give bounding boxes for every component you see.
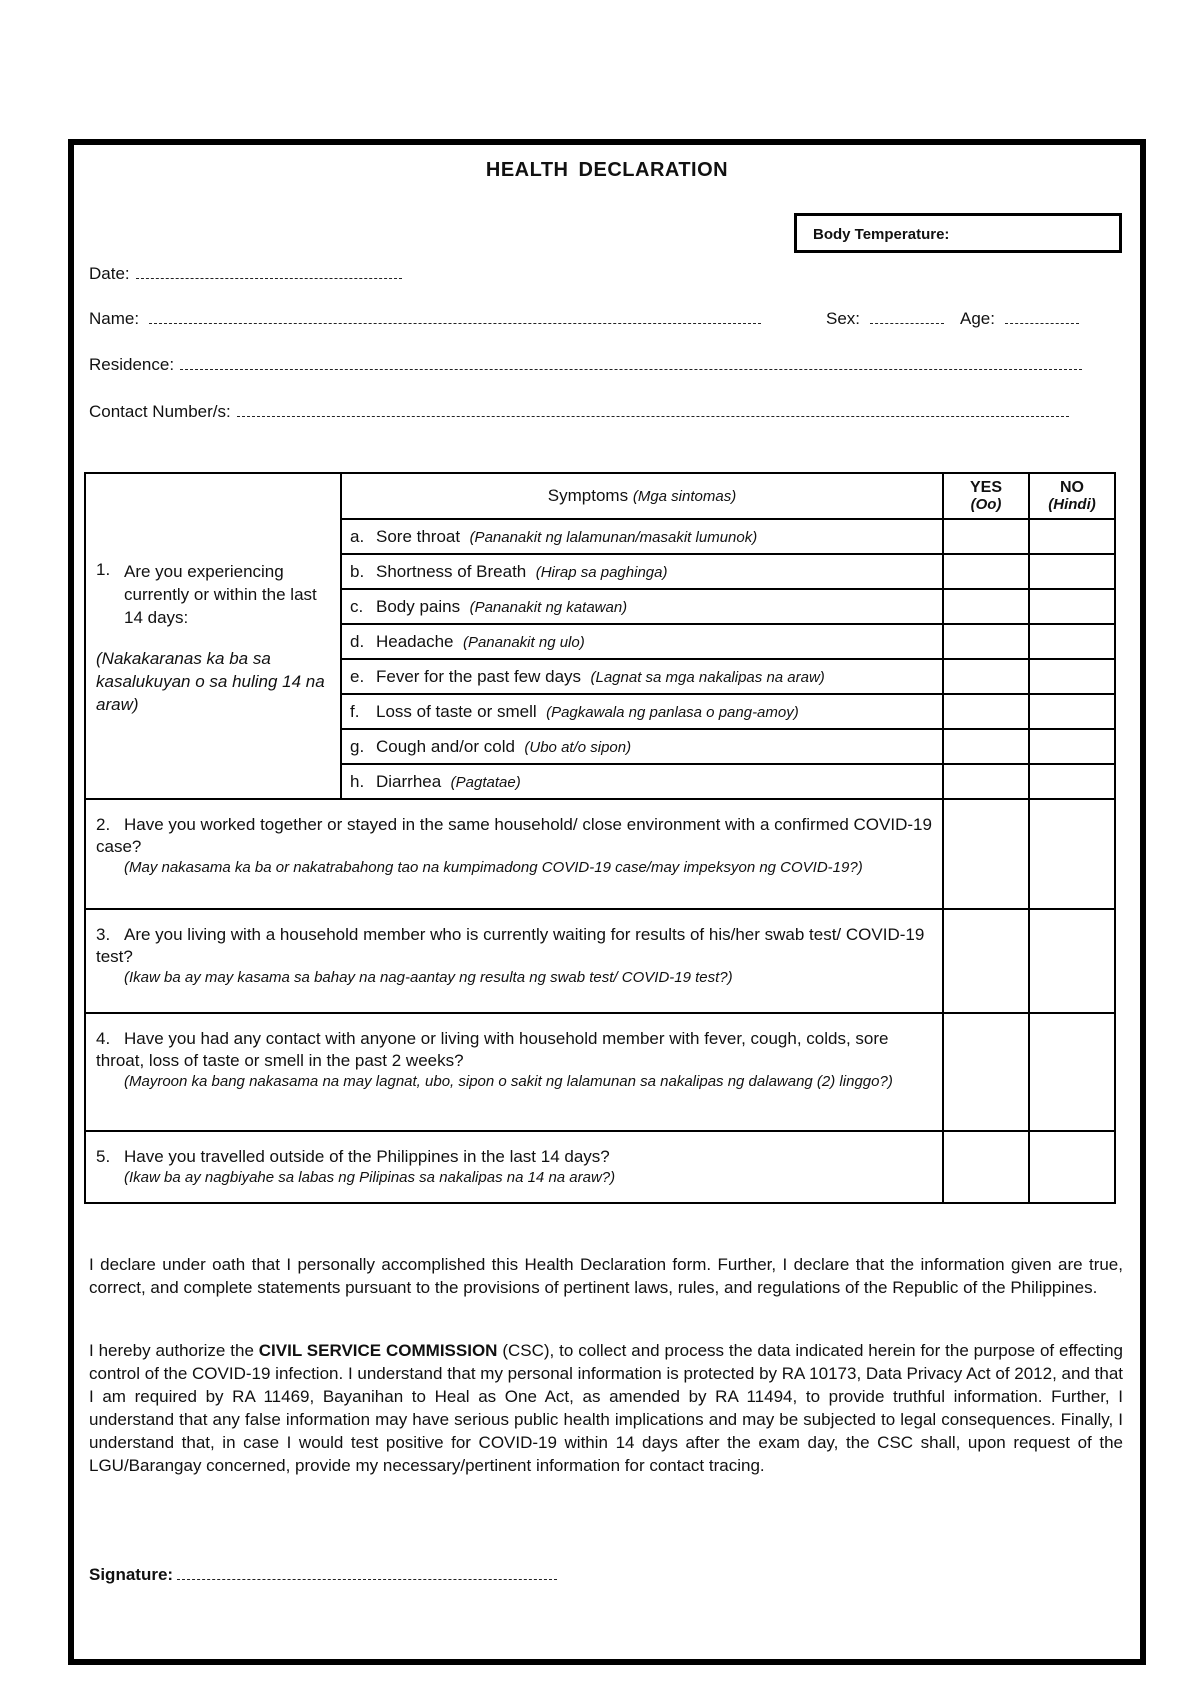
symptom-letter: h. bbox=[350, 771, 365, 791]
residence-input-line[interactable] bbox=[180, 355, 1082, 370]
sex-input-line[interactable] bbox=[870, 309, 944, 324]
question-4-text: Have you had any contact with anyone or living with household member with fever, cough, colds, sore throat, loss of taste or smell in the past 2 weeks? bbox=[96, 1029, 889, 1070]
no-label-tl: (Hindi) bbox=[1048, 496, 1096, 513]
symptoms-header bbox=[341, 473, 943, 519]
symptom-e bbox=[341, 659, 943, 694]
sex-field[interactable] bbox=[826, 309, 944, 329]
symptom-b bbox=[341, 554, 943, 589]
question-4-cell bbox=[85, 1013, 943, 1131]
question-5-yes-checkbox[interactable] bbox=[943, 1131, 1029, 1203]
table-row bbox=[85, 1131, 1115, 1203]
symptom-letter: c. bbox=[350, 596, 364, 616]
authorization-prefix: I hereby authorize the bbox=[89, 1341, 259, 1360]
question-5-cell bbox=[85, 1131, 943, 1203]
question-5-text-tl: (Ikaw ba ay nagbiyahe sa labas ng Pilipinas sa nakalipas na 14 na araw?) bbox=[124, 1169, 616, 1186]
name-label: Name: bbox=[89, 309, 140, 328]
symptom-tl: (Pananakit ng ulo) bbox=[462, 633, 585, 651]
symptom-en: Loss of taste or smell bbox=[376, 701, 537, 721]
symptom-tl: (Pagtatae) bbox=[450, 773, 521, 791]
symptom-letter: g. bbox=[350, 736, 365, 756]
form-title: HEALTH DECLARATION bbox=[485, 159, 729, 181]
contact-field[interactable] bbox=[89, 402, 1069, 422]
question-4-text-tl: (Mayroon ka bang nakasama na may lagnat, ubo, sipon o sakit ng lalamunan sa nakalipas ng dalawang (2) linggo?) bbox=[124, 1073, 893, 1090]
date-label: Date: bbox=[89, 264, 130, 283]
question-2-yes-checkbox[interactable] bbox=[943, 799, 1029, 909]
symptom-h bbox=[341, 764, 943, 799]
table-row bbox=[85, 909, 1115, 1013]
symptom-tl: (Hirap sa paghinga) bbox=[535, 563, 668, 581]
question-4-yes-checkbox[interactable] bbox=[943, 1013, 1029, 1131]
question-number: 5. bbox=[96, 1147, 111, 1166]
symptom-g bbox=[341, 729, 943, 764]
table-row bbox=[85, 799, 1115, 909]
question-1-cell bbox=[85, 473, 341, 799]
symptom-en: Body pains bbox=[376, 596, 461, 616]
symptom-h-yes-checkbox[interactable] bbox=[943, 764, 1029, 799]
symptoms-header-en: Symptoms bbox=[547, 486, 629, 505]
symptom-h-no-checkbox[interactable] bbox=[1029, 764, 1115, 799]
question-5-no-checkbox[interactable] bbox=[1029, 1131, 1115, 1203]
question-number: 4. bbox=[96, 1029, 111, 1048]
yes-label: YES bbox=[969, 479, 1002, 496]
symptom-d-yes-checkbox[interactable] bbox=[943, 624, 1029, 659]
symptom-d bbox=[341, 624, 943, 659]
symptom-letter: b. bbox=[350, 561, 365, 581]
body-temperature-label: Body Temperature: bbox=[813, 226, 950, 243]
residence-label: Residence: bbox=[89, 355, 175, 374]
yes-label-tl: (Oo) bbox=[970, 496, 1002, 513]
symptom-b-no-checkbox[interactable] bbox=[1029, 554, 1115, 589]
symptom-en: Sore throat bbox=[376, 526, 461, 546]
date-field[interactable] bbox=[89, 264, 402, 284]
question-1-text: Are you experiencing currently or within the last 14 days: bbox=[124, 562, 317, 627]
symptom-c bbox=[341, 589, 943, 624]
symptom-a-yes-checkbox[interactable] bbox=[943, 519, 1029, 554]
symptom-tl: (Lagnat sa mga nakalipas na araw) bbox=[590, 668, 825, 686]
symptom-b-yes-checkbox[interactable] bbox=[943, 554, 1029, 589]
symptom-f-no-checkbox[interactable] bbox=[1029, 694, 1115, 729]
declaration-paragraph: I declare under oath that I personally accomplished this Health Declaration form. Further, I declare that the information given are true, correct, and complete statements pursuant to the provisions of pertinent laws, rules, and regulations of the Republic of the Philippines. bbox=[89, 1255, 1123, 1297]
question-3-text: Are you living with a household member who is currently waiting for results of his/her swab test/ COVID-19 test? bbox=[96, 925, 925, 966]
signature-label: Signature: bbox=[89, 1565, 174, 1584]
symptoms-table bbox=[84, 472, 1116, 1204]
body-temperature-field[interactable] bbox=[794, 213, 1122, 253]
signature-field[interactable] bbox=[89, 1565, 557, 1585]
symptom-letter: f. bbox=[350, 701, 360, 721]
symptom-c-yes-checkbox[interactable] bbox=[943, 589, 1029, 624]
name-input-line[interactable] bbox=[149, 309, 761, 324]
symptom-letter: e. bbox=[350, 666, 365, 686]
symptoms-header-tl: (Mga sintomas) bbox=[632, 488, 737, 505]
contact-input-line[interactable] bbox=[237, 402, 1069, 417]
no-label: NO bbox=[1060, 479, 1084, 496]
symptom-f-yes-checkbox[interactable] bbox=[943, 694, 1029, 729]
symptom-en: Cough and/or cold bbox=[376, 736, 515, 756]
no-header bbox=[1029, 473, 1115, 519]
symptom-e-yes-checkbox[interactable] bbox=[943, 659, 1029, 694]
symptom-en: Headache bbox=[376, 631, 454, 651]
age-label: Age: bbox=[960, 309, 995, 328]
symptom-tl: (Ubo at/o sipon) bbox=[524, 738, 632, 756]
symptom-g-yes-checkbox[interactable] bbox=[943, 729, 1029, 764]
symptom-letter: d. bbox=[350, 631, 365, 651]
question-3-no-checkbox[interactable] bbox=[1029, 909, 1115, 1013]
question-3-cell bbox=[85, 909, 943, 1013]
question-2-no-checkbox[interactable] bbox=[1029, 799, 1115, 909]
authorization-org: CIVIL SERVICE COMMISSION bbox=[258, 1341, 498, 1360]
name-field[interactable] bbox=[89, 309, 761, 329]
symptom-letter: a. bbox=[350, 526, 365, 546]
symptom-a bbox=[341, 519, 943, 554]
symptom-en: Fever for the past few days bbox=[376, 666, 582, 686]
contact-label: Contact Number/s: bbox=[89, 402, 231, 421]
question-number: 3. bbox=[96, 925, 111, 944]
table-row bbox=[85, 1013, 1115, 1131]
age-field[interactable] bbox=[960, 309, 1079, 329]
yes-header bbox=[943, 473, 1029, 519]
symptom-d-no-checkbox[interactable] bbox=[1029, 624, 1115, 659]
symptom-en: Diarrhea bbox=[376, 771, 442, 791]
question-3-yes-checkbox[interactable] bbox=[943, 909, 1029, 1013]
table-header-row bbox=[85, 473, 1115, 519]
question-4-no-checkbox[interactable] bbox=[1029, 1013, 1115, 1131]
symptom-en: Shortness of Breath bbox=[376, 561, 527, 581]
question-3-text-tl: (Ikaw ba ay may kasama sa bahay na nag-aantay ng resulta ng swab test/ COVID-19 test?) bbox=[124, 969, 733, 986]
age-input-line[interactable] bbox=[1005, 309, 1079, 324]
question-1-text-tl: (Nakakaranas ka ba sa kasalukuyan o sa huling 14 na araw) bbox=[96, 649, 325, 714]
symptom-g-no-checkbox[interactable] bbox=[1029, 729, 1115, 764]
question-2-text: Have you worked together or stayed in the same household/ close environment with a confirmed COVID-19 case? bbox=[96, 815, 932, 856]
authorization-suffix: (CSC), to collect and process the data indicated herein for the purpose of effecting control of the COVID-19 infection. I understand that my personal information is protected by RA 10173, Data Privacy Act of 2012, and that I am required by RA 11469, Bayanihan to Heal as One Act, as amended by RA 11494, to provide truthful information. Further, I understand that any false information may have serious public health implications and may be subjected to legal consequences. Finally, I understand that, in case I would test positive for COVID-19 within 14 days after the exam day, the CSC shall, upon request of the LGU/Barangay concerned, provide my necessary/pertinent information for contact tracing. bbox=[89, 1341, 1123, 1475]
symptom-tl: (Pananakit ng katawan) bbox=[469, 598, 628, 616]
symptom-f bbox=[341, 694, 943, 729]
date-input-line[interactable] bbox=[136, 264, 402, 279]
symptom-e-no-checkbox[interactable] bbox=[1029, 659, 1115, 694]
residence-field[interactable] bbox=[89, 355, 1082, 375]
form-frame bbox=[68, 139, 1146, 1665]
symptom-tl: (Pananakit ng lalamunan/masakit lumunok) bbox=[469, 528, 758, 546]
symptom-a-no-checkbox[interactable] bbox=[1029, 519, 1115, 554]
authorization-paragraph bbox=[89, 1339, 1123, 1477]
question-number: 1. bbox=[96, 560, 111, 579]
question-number: 2. bbox=[96, 815, 111, 834]
sex-label: Sex: bbox=[826, 309, 861, 328]
question-5-text: Have you travelled outside of the Philippines in the last 14 days? bbox=[124, 1147, 610, 1166]
symptom-c-no-checkbox[interactable] bbox=[1029, 589, 1115, 624]
symptom-tl: (Pagkawala ng panlasa o pang-amoy) bbox=[546, 703, 799, 721]
question-2-text-tl: (May nakasama ka ba or nakatrabahong tao na kumpimadong COVID-19 case/may impeksyon ng COVID-19?) bbox=[124, 859, 863, 876]
signature-input-line[interactable] bbox=[177, 1565, 557, 1580]
question-2-cell bbox=[85, 799, 943, 909]
